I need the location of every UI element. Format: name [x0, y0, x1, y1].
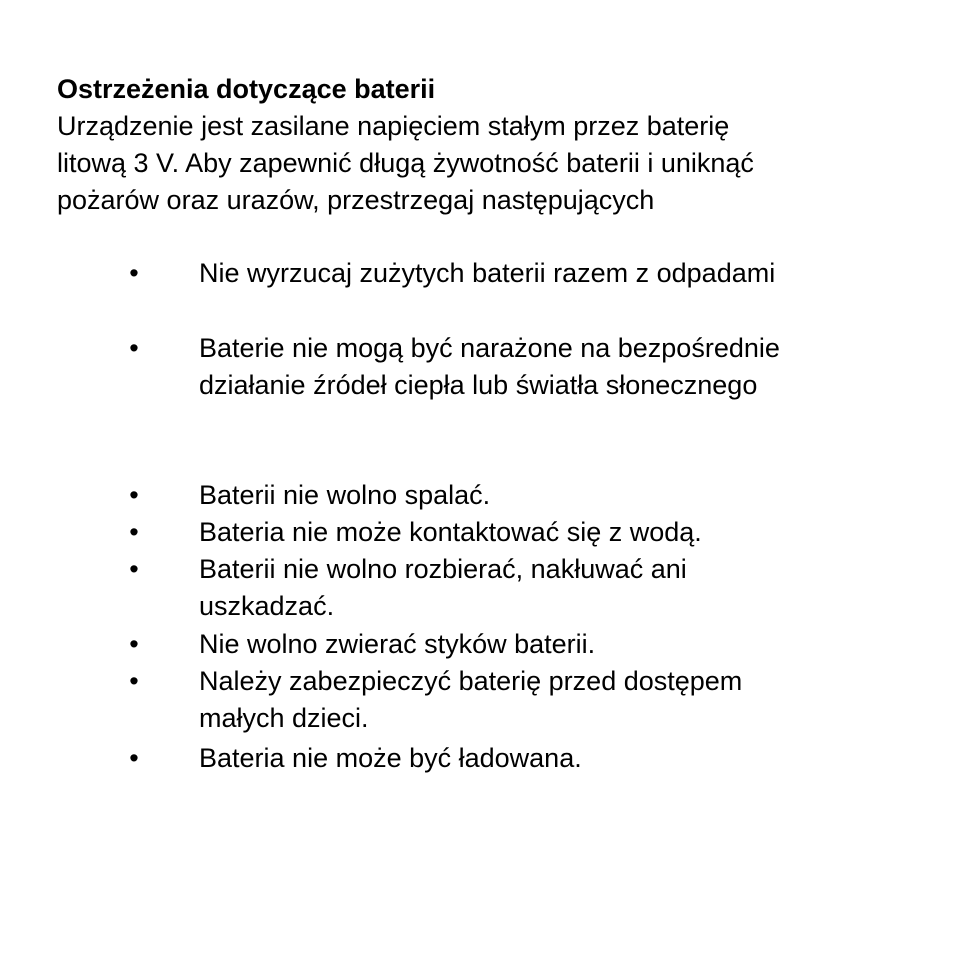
list-item-text [199, 477, 929, 514]
list-item-text [199, 663, 929, 737]
list-item-line: Należy zabezpieczyć baterię przed dostępem [199, 666, 743, 696]
list-item-text [199, 514, 929, 551]
bullet-icon: • [129, 333, 139, 363]
list-item-line: uszkadzać. [199, 591, 335, 621]
list-item-line: małych dzieci. [199, 703, 369, 733]
intro-line: Urządzenie jest zasilane napięciem stałym przez baterię [57, 111, 730, 141]
list-item-line: Bateria nie może kontaktować się z wodą. [199, 517, 702, 547]
bullet-icon: • [129, 517, 139, 547]
list-item-text [199, 740, 929, 777]
bullet-icon: • [129, 480, 139, 510]
bullet-icon: • [129, 258, 139, 288]
bullet-icon: • [129, 666, 139, 696]
list-item-line: Bateria nie może być ładowana. [199, 743, 582, 773]
list-item-line: Nie wyrzucaj zużytych baterii razem z odpadami [199, 258, 776, 288]
list-item-line: Baterii nie wolno rozbierać, nakłuwać ani [199, 554, 687, 584]
intro-line: litową 3 V. Aby zapewnić długą żywotność baterii i uniknąć [57, 148, 754, 178]
bullet-icon: • [129, 554, 139, 584]
list-item-text [199, 551, 929, 625]
bullet-icon: • [129, 629, 139, 659]
list-item-line: Baterii nie wolno spalać. [199, 480, 491, 510]
page-title: Ostrzeżenia dotyczące baterii [57, 74, 436, 104]
intro-paragraph [57, 108, 937, 219]
list-item-line: Baterie nie mogą być narażone na bezpośrednie [199, 333, 780, 363]
list-item-text [199, 330, 929, 404]
bullet-icon: • [129, 743, 139, 773]
list-item-text [199, 255, 929, 292]
list-item-line: działanie źródeł ciepła lub światła słonecznego [199, 370, 758, 400]
intro-line: pożarów oraz urazów, przestrzegaj następujących [57, 185, 655, 215]
list-item-line: Nie wolno zwierać styków baterii. [199, 629, 596, 659]
list-item-text [199, 626, 929, 663]
